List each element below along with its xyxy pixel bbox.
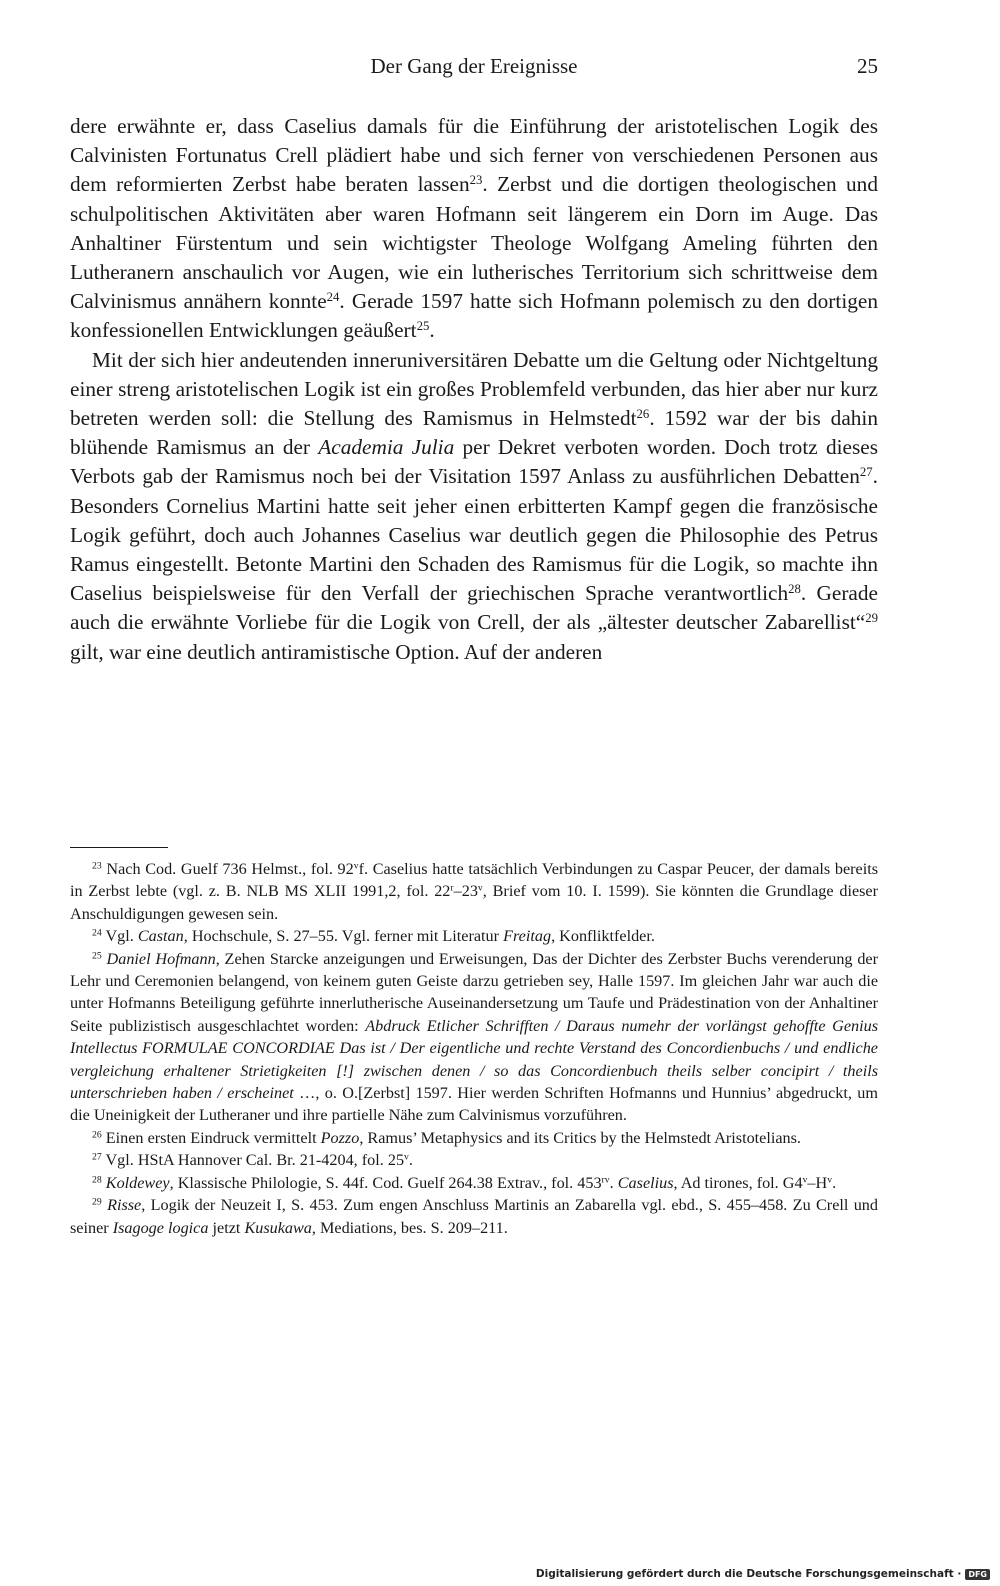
paragraph-1: dere erwähnte er, dass Caselius damals für die Einführung der aristotelischen Logik des Calvinisten Fortunatus Crell plädiert habe und sich ferner von verschiedenen Personen aus dem reformierten Zerbst habe beraten lassen$^{23}$. Zerbst und die dortigen theologischen und schulpolitischen Aktivitäten aber waren Hofmann seit längerem ein Dorn im Auge. Das Anhaltiner Fürstentum und sein wichtigster Theologe Wolfgang Ameling führten den Lutheranern anschaulich vor Augen, wie ein lutherisches Territorium sich schrittweise dem Calvinismus annähern konnte$^{24}$. Gerade 1597 hatte sich Hofmann polemisch zu den dortigen konfessionellen Entwicklungen geäußert$^{25}$.	[70, 114, 878, 343]
body-text	[70, 112, 878, 667]
paragraph-2: Mit der sich hier andeutenden inneruniversitären Debatte um die Geltung oder Nichtgeltung einer streng aristotelischen Logik ist ein großes Problemfeld verbunden, das hier aber nur kurz betreten werden soll: die Stellung des Ramismus in Helmstedt$^{26}$. 1592 war der bis dahin blühende Ramismus an der Academia Julia per Dekret verboten worden. Doch trotz dieses Verbots gab der Ramismus noch bei der Visitation 1597 Anlass zu ausführlichen Debatten$^{27}$. Besonders Cornelius Martini hatte seit jeher einen erbitterten Kampf gegen die französische Logik geführt, doch auch Johannes Caselius war deutlich gegen die Philosophie des Petrus Ramus eingestellt. Betonte Martini den Schaden des Ramismus für die Logik, so machte ihn Caselius beispielsweise für den Verfall der griechischen Sprache verantwortlich$^{28}$. Gerade auch die erwähnte Vorliebe für die Logik von Crell, der als „ältester deutscher Zabarellist“$^{29}$ gilt, war eine deutlich antiramistische Option. Auf der anderen	[70, 347, 878, 664]
footer-text: Digitalisierung gefördert durch die Deutsche Forschungsgemeinschaft ·	[535, 1568, 962, 1580]
footnote-ref-28[interactable]: 28	[788, 582, 801, 597]
page-header	[70, 54, 878, 84]
footnote-27: $^{27}$ Vgl. HStA Hannover Cal. Br. 21-4204, fol. 25$^v$.	[92, 1151, 413, 1170]
footnote-26: $^{26}$ Einen ersten Eindruck vermittelt Pozzo, Ramus’ Metaphysics and its Critics by the Helmstedt Aristotelians.	[92, 1128, 801, 1147]
footnote-ref-27[interactable]: 27	[859, 465, 873, 480]
page-number: 25	[857, 54, 878, 78]
dfg-logo-icon: DFG	[965, 1569, 990, 1580]
footnote-ref-23[interactable]: 23	[469, 173, 483, 188]
footnote-28: $^{28}$ Koldewey, Klassische Philologie, S. 44f. Cod. Guelf 264.38 Extrav., fol. $453^{rv}$. Caselius, Ad tirones, fol. $G4^v-H^v$.	[92, 1173, 837, 1192]
footnote-ref-29[interactable]: 29	[865, 611, 878, 626]
footnote-25: $^{25}$ Daniel Hofmann, Zehen Starcke anzeigungen und Erweisungen, Das der Dichter des Zerbster Buchs verenderung der Lehr und Ceremonien belangend, von keinem guten Geiste darzu getrieben sey, Halle 1597. Im gleichen Jahr war auch die unter Hofmanns Beteiligung geführte innerlutherische Auseinandersetzung um Taufe und Prädestination von der Anhaltiner Seite publizistisch ausgeschlachtet worden: Abdruck Etlicher Schrifften / Daraus numehr der vorlängst gehoffte Genius Intellectus FORMULAE CONCORDIAE Das ist / Der eigentliche und rechte Verstand des Concordienbuchs / und endliche vergleichung erhaltener Strietigkeiten [!] zwischen denen / so das Concordienbuch theils selber concipirt / theils unterschrieben haben / erscheinet …, o. O.[Zerbst] 1597. Hier werden Schriften Hofmanns und Hunnius’ abgedruckt, um die Uneinigkeit der Lutheraner und ihre partielle Nähe zum Calvinismus vorzuführen.	[70, 949, 879, 1125]
footnote-ref-24[interactable]: 24	[326, 290, 340, 305]
footnote-24: $^{24}$ Vgl. Castan, Hochschule, S. 27–55. Vgl. ferner mit Literatur Freitag, Konfliktfelder.	[92, 927, 655, 946]
footnotes	[70, 858, 878, 1239]
footnote-23: $^{23}$ Nach Cod. Guelf 736 Helmst., fol. 92$^v$f. Caselius hatte tatsächlich Verbindungen zu Caspar Peucer, der damals bereits in Zerbst lebte (vgl. z. B. NLB MS XLII 1991,2, fol. 22$^r$–23$^v$, Brief vom 10. I. 1599). Sie könnten die Grundlage dieser Anschuldigungen gewesen sein.	[70, 860, 879, 923]
footnote-ref-26[interactable]: 26	[636, 407, 650, 422]
digitization-footer	[536, 1568, 990, 1580]
footnote-ref-25[interactable]: 25	[416, 319, 430, 334]
running-head: Der Gang der Ereignisse	[370, 54, 578, 78]
footnote-separator	[70, 847, 168, 848]
footnote-29: $^{29}$ Risse, Logik der Neuzeit I, S. 453. Zum engen Anschluss Martinis an Zabarella vgl. ebd., S. 455–458. Zu Crell und seiner Isagoge logica jetzt Kusukawa, Mediations, bes. S. 209–211.	[70, 1196, 878, 1237]
